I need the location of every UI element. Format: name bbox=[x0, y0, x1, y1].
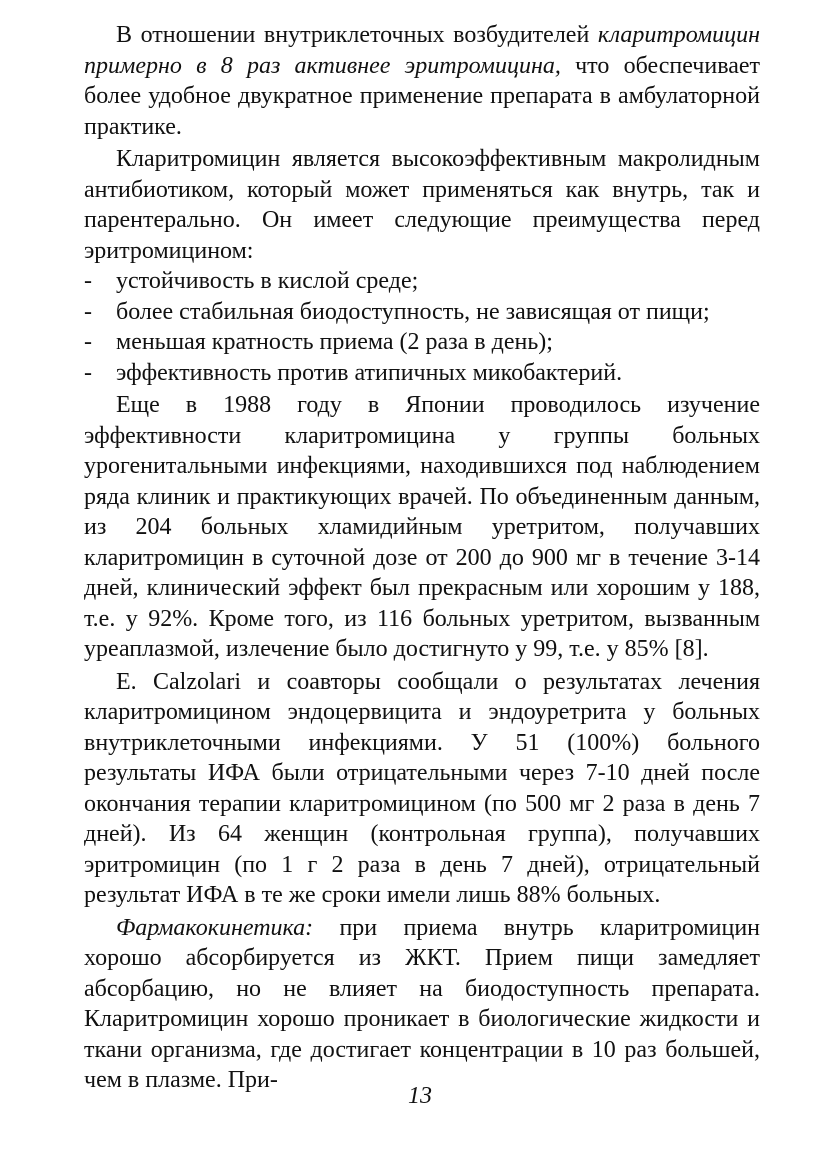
paragraph-5 bbox=[84, 913, 760, 1096]
paragraph-5-italic: Фармакокинетика: bbox=[116, 914, 314, 941]
advantages-list bbox=[84, 266, 760, 388]
paragraph-1-italic: кларитромицин примерно в 8 раз активнее эритромицина, bbox=[84, 22, 760, 79]
list-dash: - bbox=[84, 268, 92, 294]
list-item bbox=[84, 266, 760, 297]
list-item bbox=[84, 358, 760, 389]
list-dash: - bbox=[84, 298, 92, 325]
paragraph-2: Кларитромицин является высокоэффективным макролидным антибиотиком, который может применяться как внутрь, так и парентерально. Он имеет следующие преимущества перед эритромицином: bbox=[84, 146, 760, 264]
paragraph-1 bbox=[84, 20, 760, 142]
paragraph-1-text-start: В отношении внутриклеточных возбудителей bbox=[116, 22, 598, 48]
list-dash: - bbox=[84, 329, 92, 355]
list-item bbox=[84, 297, 760, 328]
paragraph-3: Еще в 1988 году в Японии проводилось изучение эффективности кларитромицина у группы больных урогенитальными инфекциями, находившихся под наблюдением ряда клиник и практикующих врачей. По объединенным данным, из 204 больных хламидийным уретритом, получавших кларитромицин в суточной дозе от 200 до 900 мг в течение 3-14 дней, клинический эффект был прекрасным или хорошим у 188, т.е. у 92%. Кроме того, из 116 больных уретритом, вызванным уреаплазмой, излечение было достигнуто у 99, т.е. у 85% [8]. bbox=[84, 392, 760, 662]
list-item-text: устойчивость в кислой среде; bbox=[116, 268, 419, 294]
paragraph-5-text: при приема внутрь кларитромицин хорошо абсорбируется из ЖКТ. Прием пищи замедляет абсорбацию, но не влияет на биодоступность препарата. Кларитромицин хорошо проникает в биологические жидкости и ткани организма, где достигает концентрации в 10 раз большей, чем в плазме. При- bbox=[84, 914, 760, 1093]
paragraph-4: E. Calzolari и соавторы сообщали о результатах лечения кларитромицином эндоцервицита и эндоуретрита у больных внутриклеточными инфекциями. У 51 (100%) больного результаты ИФА были отрицательными через 7-10 дней после окончания терапии кларитромицином (по 500 мг 2 раза в день 7 дней). Из 64 женщин (контрольная группа), получавших эритромицин (по 1 г 2 раза в день 7 дней), отрицательный результат ИФА в те же сроки имели лишь 88% больных. bbox=[84, 668, 760, 908]
page-body bbox=[84, 20, 760, 1096]
list-item-text: эффективность против атипичных микобактерий. bbox=[116, 359, 623, 386]
page-number: 13 bbox=[408, 1083, 432, 1109]
list-item-text: меньшая кратность приема (2 раза в день); bbox=[116, 329, 553, 355]
paragraph-1-text-end: что обеспечивает более удобное двукратное применение препарата в амбулаторной практике. bbox=[84, 52, 761, 140]
list-item bbox=[84, 327, 760, 358]
list-dash: - bbox=[84, 359, 92, 386]
list-item-text: более стабильная биодоступность, не зависящая от пищи; bbox=[116, 298, 710, 325]
